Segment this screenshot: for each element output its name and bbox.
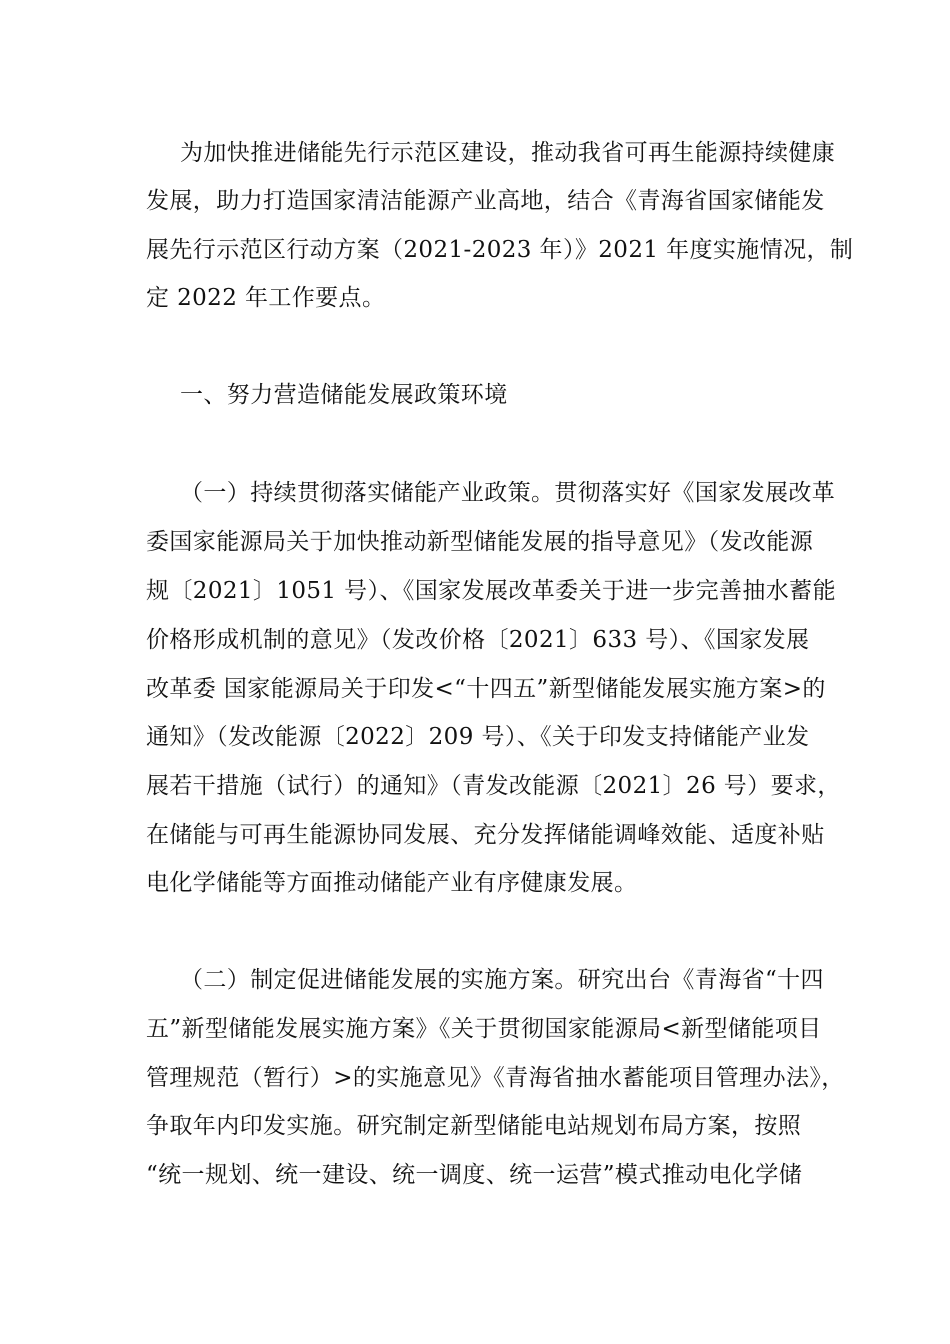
intro-line-4: 定 2022 年工作要点。 bbox=[146, 285, 386, 311]
item-1-line-9: 电化学储能等方面推动储能产业有序健康发展。 bbox=[146, 870, 638, 896]
section-1-heading: 一、努力营造储能发展政策环境 bbox=[180, 382, 508, 408]
item-1-line-1: （一）持续贯彻落实储能产业政策。贯彻落实好《国家发展改革 bbox=[180, 480, 836, 506]
item-1-line-2: 委国家能源局关于加快推动新型储能发展的指导意见》（发改能源 bbox=[146, 529, 814, 555]
item-1-line-4: 价格形成机制的意见》（发改价格〔2021〕633 号）、《国家发展 bbox=[146, 627, 810, 653]
item-2-line-1: （二）制定促进储能发展的实施方案。研究出台《青海省“十四 bbox=[180, 967, 824, 993]
item-1-line-8: 在储能与可再生能源协同发展、充分发挥储能调峰效能、适度补贴 bbox=[146, 822, 825, 848]
item-2-line-2: 五”新型储能发展实施方案》《关于贯彻国家能源局<新型储能项目 bbox=[146, 1016, 822, 1042]
item-2-line-4: 争取年内印发实施。研究制定新型储能电站规划布局方案，按照 bbox=[146, 1113, 802, 1139]
item-2-line-3: 管理规范（暂行）>的实施意见》《青海省抽水蓄能项目管理办法》， bbox=[146, 1065, 845, 1091]
item-1-line-5: 改革委 国家能源局关于印发<“十四五”新型储能发展实施方案>的 bbox=[146, 676, 826, 702]
intro-line-2: 发展，助力打造国家清洁能源产业高地，结合《青海省国家储能发 bbox=[146, 188, 825, 214]
item-1-line-3: 规〔2021〕1051 号）、《国家发展改革委关于进一步完善抽水蓄能 bbox=[146, 578, 836, 604]
intro-line-1: 为加快推进储能先行示范区建设，推动我省可再生能源持续健康 bbox=[180, 140, 836, 166]
item-1-line-7: 展若干措施（试行）的通知》（青发改能源〔2021〕26 号）要求， bbox=[146, 773, 841, 799]
item-2-line-5: “统一规划、统一建设、统一调度、统一运营”模式推动电化学储 bbox=[146, 1162, 803, 1188]
item-1-line-6: 通知》（发改能源〔2022〕209 号）、《关于印发支持储能产业发 bbox=[146, 724, 810, 750]
intro-line-3: 展先行示范区行动方案（2021-2023 年）》2021 年度实施情况，制 bbox=[146, 237, 854, 263]
